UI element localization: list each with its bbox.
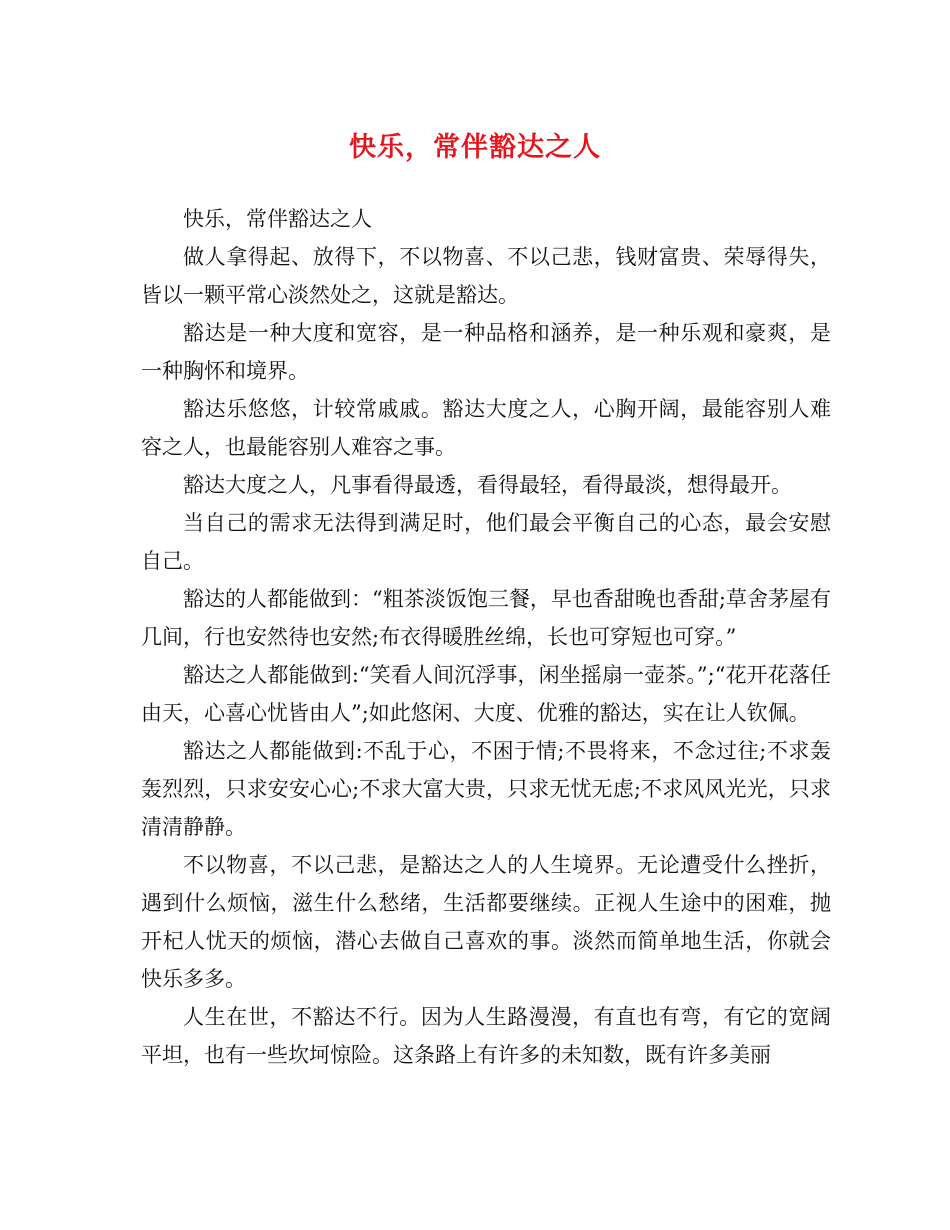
paragraph: 豁达乐悠悠，计较常戚戚。豁达大度之人，心胸开阔，最能容别人难容之人，也最能容别人难容之事。 bbox=[141, 397, 831, 459]
paragraph: 豁达之人都能做到:不乱于心，不困于情;不畏将来，不念过往;不求轰轰烈烈，只求安安心心;不求大富大贵，只求无忧无虑;不求风风光光，只求清清静静。 bbox=[141, 739, 831, 839]
paragraph: 豁达的人都能做到：“粗茶淡饭饱三餐，早也香甜晚也香甜;草舍茅屋有几间，行也安然待也安然;布衣得暖胜丝绵，长也可穿短也可穿。” bbox=[141, 587, 831, 649]
paragraph: 人生在世，不豁达不行。因为人生路漫漫，有直也有弯，有它的宽阔平坦，也有一些坎坷惊险。这条路上有许多的未知数，既有许多美丽 bbox=[141, 1005, 831, 1067]
paragraph: 快乐，常伴豁达之人 bbox=[183, 207, 372, 231]
paragraph: 豁达大度之人，凡事看得最透，看得最轻，看得最淡，想得最开。 bbox=[183, 473, 792, 497]
document-title: 快乐，常伴豁达之人 bbox=[349, 132, 601, 163]
paragraph: 做人拿得起、放得下，不以物喜、不以己悲，钱财富贵、荣辱得失，皆以一颗平常心淡然处之，这就是豁达。 bbox=[141, 245, 831, 307]
paragraph: 当自己的需求无法得到满足时，他们最会平衡自己的心态，最会安慰自己。 bbox=[141, 511, 831, 573]
paragraph: 不以物喜，不以己悲，是豁达之人的人生境界。无论遭受什么挫折，遇到什么烦恼，滋生什么愁绪，生活都要继续。正视人生途中的困难，抛开杞人忧天的烦恼，潜心去做自己喜欢的事。淡然而简单地生活，你就会快乐多多。 bbox=[141, 853, 831, 991]
paragraph: 豁达是一种大度和宽容，是一种品格和涵养，是一种乐观和豪爽，是一种胸怀和境界。 bbox=[141, 321, 831, 383]
document-body bbox=[141, 200, 831, 1074]
paragraph: 豁达之人都能做到:“笑看人间沉浮事，闲坐摇扇一壶茶。”;“花开花落任由天，心喜心忧皆由人”;如此悠闲、大度、优雅的豁达，实在让人钦佩。 bbox=[141, 663, 831, 725]
